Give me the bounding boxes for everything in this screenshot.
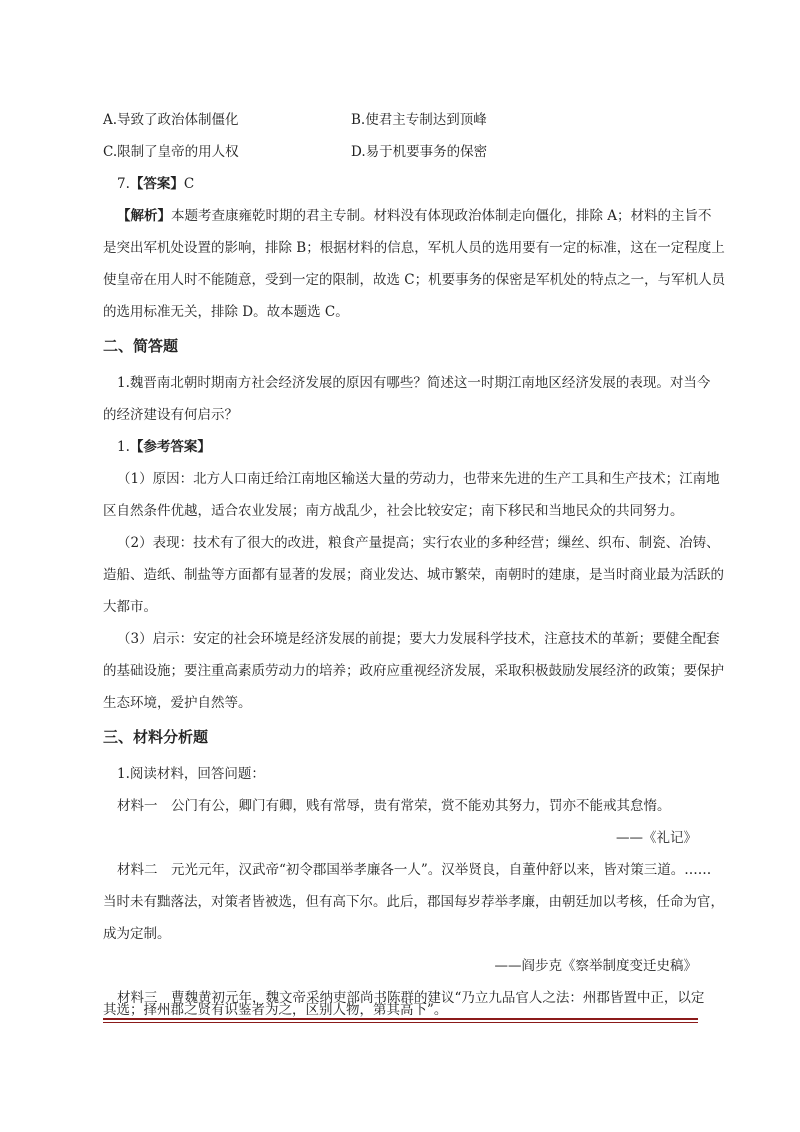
q7-analysis-line-4: 的选用标准无关，排除 D。故本题选 C。: [103, 304, 349, 320]
s2-p1-line-1: （1）原因：北方人口南迁给江南地区输送大量的劳动力，也带来先进的生产工具和生产技术；江南地: [117, 471, 720, 487]
s2-ref-tag: 【参考答案】: [129, 439, 211, 455]
s3-material-3-line-1: 材料三 曹魏黄初元年，魏文帝采纳吏部尚书陈群的建议“乃立九品官人之法：州郡皆置中正，以定: [117, 990, 705, 1006]
q7-analysis-line-2: 是突出军机处设置的影响，排除 B；根据材料的信息，军机人员的选用要有一定的标准，这在一定程度上: [103, 240, 725, 256]
s2-p3-line-1: （3）启示：安定的社会环境是经济发展的前提；要大力发展科学技术，注意技术的革新；要健全配套: [117, 631, 720, 647]
q7-answer-value: C: [183, 176, 195, 192]
option-c: C.限制了皇帝的用人权: [103, 144, 239, 160]
s3-material-2-line-3: 成为定制。: [103, 926, 171, 942]
q7-answer-tag: 【答案】: [129, 176, 184, 192]
s2-p2-line-1: （2）表现：技术有了很大的改进，粮食产量提高；实行农业的多种经营；缫丝、织布、制瓷、冶铸、: [117, 535, 720, 551]
footer-rule-thick: [103, 1018, 698, 1020]
option-a: A.导致了政治体制僵化: [103, 112, 239, 128]
s2-q1-line-1: 1.魏晋南北朝时期南方社会经济发展的原因有哪些？简述这一时期江南地区经济发展的表现。对当今: [117, 375, 711, 391]
q7-analysis-line-1: [117, 206, 712, 226]
s2-p3-line-3: 生态环境，爱护自然等。: [103, 695, 252, 711]
section-3-title: 三、材料分析题: [103, 728, 209, 746]
s3-material-2-line-1: 材料二 元光元年，汉武帝“初令郡国举孝廉各一人”。汉举贤良，自董仲舒以来，皆对策三道。……: [117, 862, 712, 878]
s2-p1-line-2: 区自然条件优越，适合农业发展；南方战乱少，社会比较安定；南下移民和当地民众的共同努力。: [103, 503, 684, 519]
s2-reference-answer-line: [117, 437, 211, 457]
section-2-title: 二、简答题: [103, 337, 179, 355]
s3-material-3-line-2: 其选；择州郡之贤有识鉴者为之，区别人物，第其高下”。: [103, 1002, 448, 1018]
q7-answer-number: 7.: [117, 176, 130, 192]
footer-rule-thin: [103, 1022, 698, 1023]
q7-analysis-text-1: 本题考查康雍乾时期的君主专制。材料没有体现政治体制走向僵化，排除 A；材料的主旨不: [171, 208, 712, 224]
option-b: B.使君主专制达到顶峰: [351, 112, 487, 128]
q7-analysis-line-3: 使皇帝在用人时不能随意，受到一定的限制，故选 C；机要事务的保密是军机处的特点之一，与军机人员: [103, 272, 726, 288]
s3-material-2-source: ——阎步克《察举制度变迁史稿》: [494, 958, 697, 974]
s2-q1-line-2: 的经济建设有何启示？: [103, 407, 238, 423]
s3-material-2-line-2: 当时未有黜落法，对策者皆被选，但有高下尔。此后，郡国每岁荐举孝廉，由朝廷加以考核，任命为官，: [103, 894, 724, 910]
s2-p3-line-2: 的基础设施；要注重高素质劳动力的培养；政府应重视经济发展，采取积极鼓励发展经济的政策；要保护: [103, 663, 724, 679]
s2-p2-line-2: 造船、造纸、制盐等方面都有显著的发展；商业发达、城市繁荣，南朝时的建康，是当时商业最为活跃的: [103, 567, 724, 583]
s3-material-1: 材料一 公门有公，卿门有卿，贱有常辱，贵有常荣，赏不能劝其努力，罚亦不能戒其怠惰。: [117, 798, 671, 814]
s2-p2-line-3: 大都市。: [103, 599, 157, 615]
q7-analysis-tag: 【解析】: [117, 208, 171, 224]
s3-material-1-source: ——《礼记》: [616, 830, 697, 846]
option-d: D.易于机要事务的保密: [351, 144, 488, 160]
q7-answer-line: [117, 174, 194, 194]
s3-intro: 1.阅读材料，回答问题：: [117, 766, 265, 782]
s2-ref-number: 1.: [117, 439, 130, 455]
